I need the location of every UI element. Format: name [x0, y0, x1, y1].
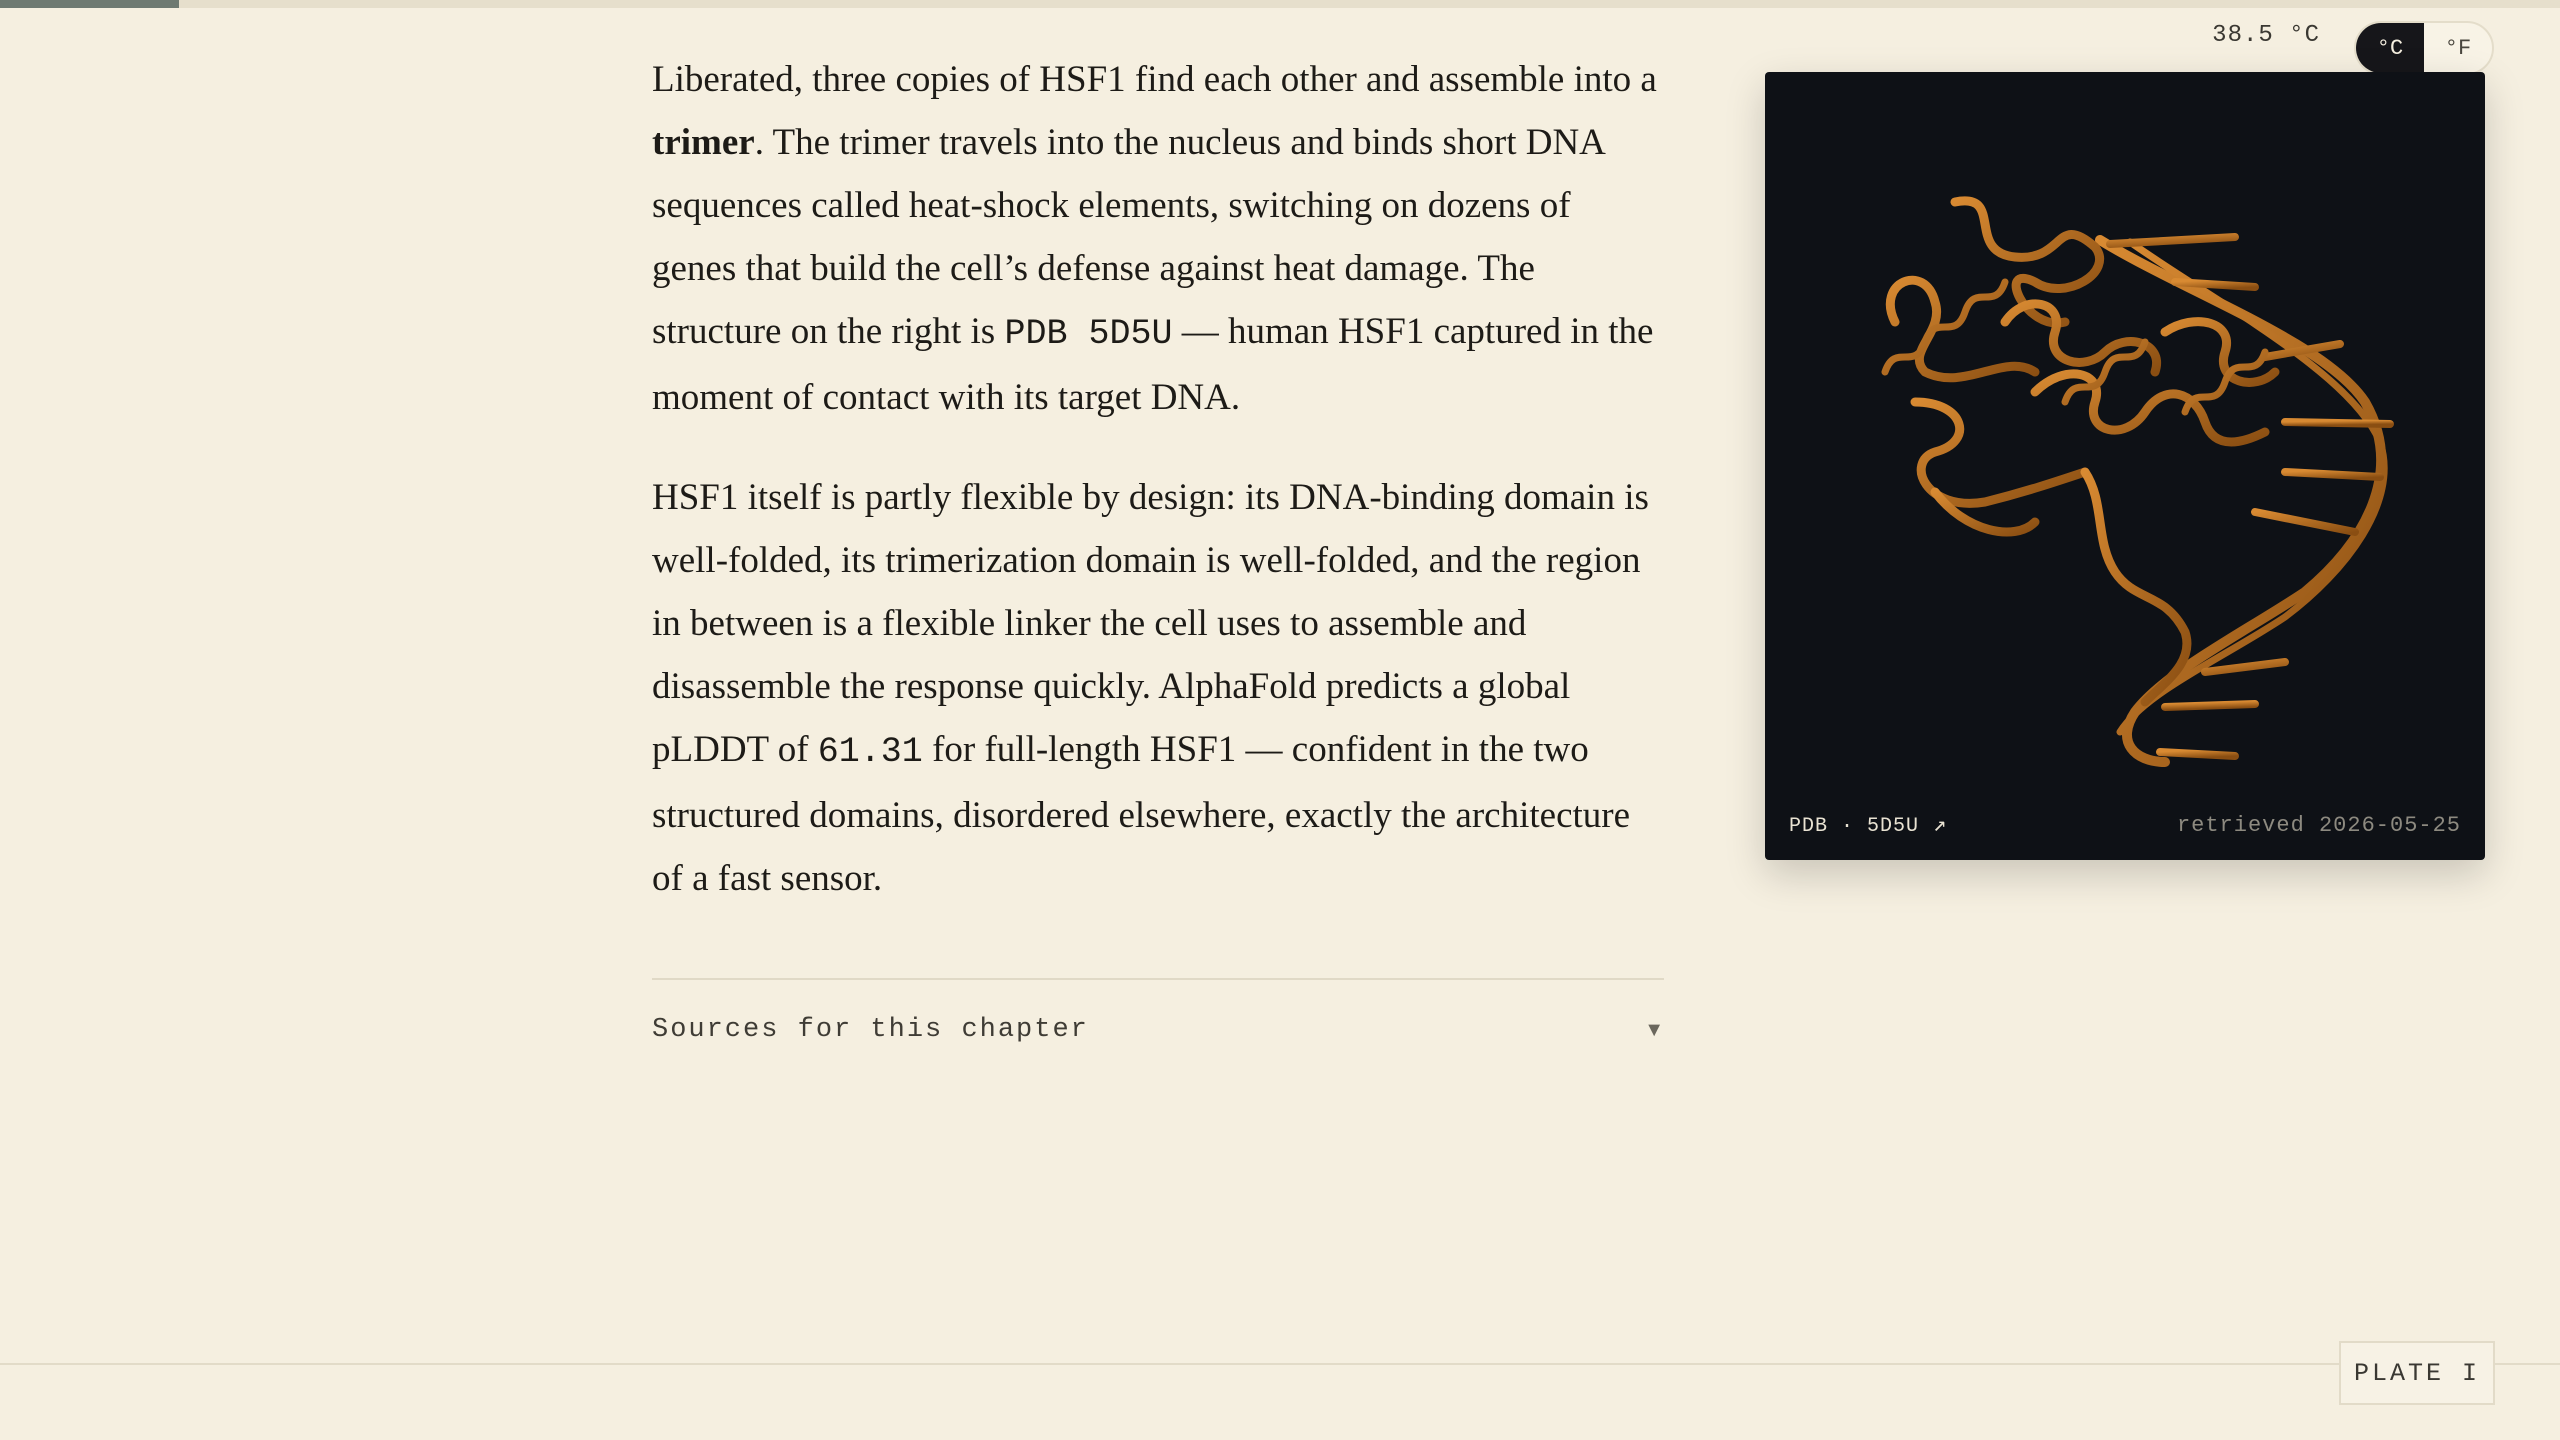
sources-label: Sources for this chapter — [652, 1015, 1089, 1045]
article-body — [652, 48, 1664, 947]
paragraph-trimer — [652, 48, 1664, 429]
bold-term: trimer — [652, 122, 755, 163]
molecule-ribbons — [1885, 201, 2390, 762]
section-divider — [652, 978, 1664, 980]
paragraph-flexibility — [652, 466, 1664, 910]
reading-progress-track — [0, 0, 2560, 8]
text-run: for full-length HSF1 — confident in the two structured domains, disordered elsewhere, exactly the architecture of a fast sensor. — [652, 729, 1631, 899]
structure-figure — [1765, 72, 2485, 860]
protein-dna-structure-render — [1765, 72, 2485, 792]
temperature-readout: 38.5 °C — [2212, 22, 2320, 49]
plate-label[interactable]: PLATE I — [2339, 1341, 2495, 1405]
protein-ribbons — [1890, 201, 2275, 702]
sources-disclosure[interactable] — [652, 1010, 1664, 1050]
text-run: Liberated, three copies of HSF1 find each other and assemble into a — [652, 59, 1657, 100]
reading-progress-fill — [0, 0, 179, 8]
footer-rule — [0, 1363, 2560, 1365]
external-link-icon: ↗ — [1933, 813, 1948, 838]
plddt-value: 61.31 — [817, 732, 923, 772]
unit-toggle[interactable] — [2354, 21, 2494, 75]
pdb-link[interactable] — [1789, 812, 1947, 838]
fahrenheit-button[interactable]: °F — [2444, 35, 2472, 61]
text-run: HSF1 itself is partly flexible by design: its DNA-binding domain is well-folded, its trimerization domain is well-folded, and the region in between is a flexible linker the cell uses to assemble and disassemble the response quickly. AlphaFold predicts a global pLDDT of — [652, 477, 1649, 770]
caret-down-icon: ▼ — [1644, 1018, 1664, 1041]
pdb-link-label: PDB · 5D5U — [1789, 815, 1920, 838]
text-run: — human HSF1 captured in the moment of contact with its target DNA. — [652, 311, 1654, 418]
celsius-button[interactable]: °C — [2356, 23, 2424, 73]
text-run: . The trimer travels into the nucleus and binds short DNA sequences called heat-shock elements, switching on dozens of genes that build the cell’s defense against heat damage. The structure on the right is — [652, 122, 1604, 352]
retrieved-date: retrieved 2026-05-25 — [2176, 812, 2461, 838]
pdb-code: PDB 5D5U — [1004, 314, 1173, 354]
